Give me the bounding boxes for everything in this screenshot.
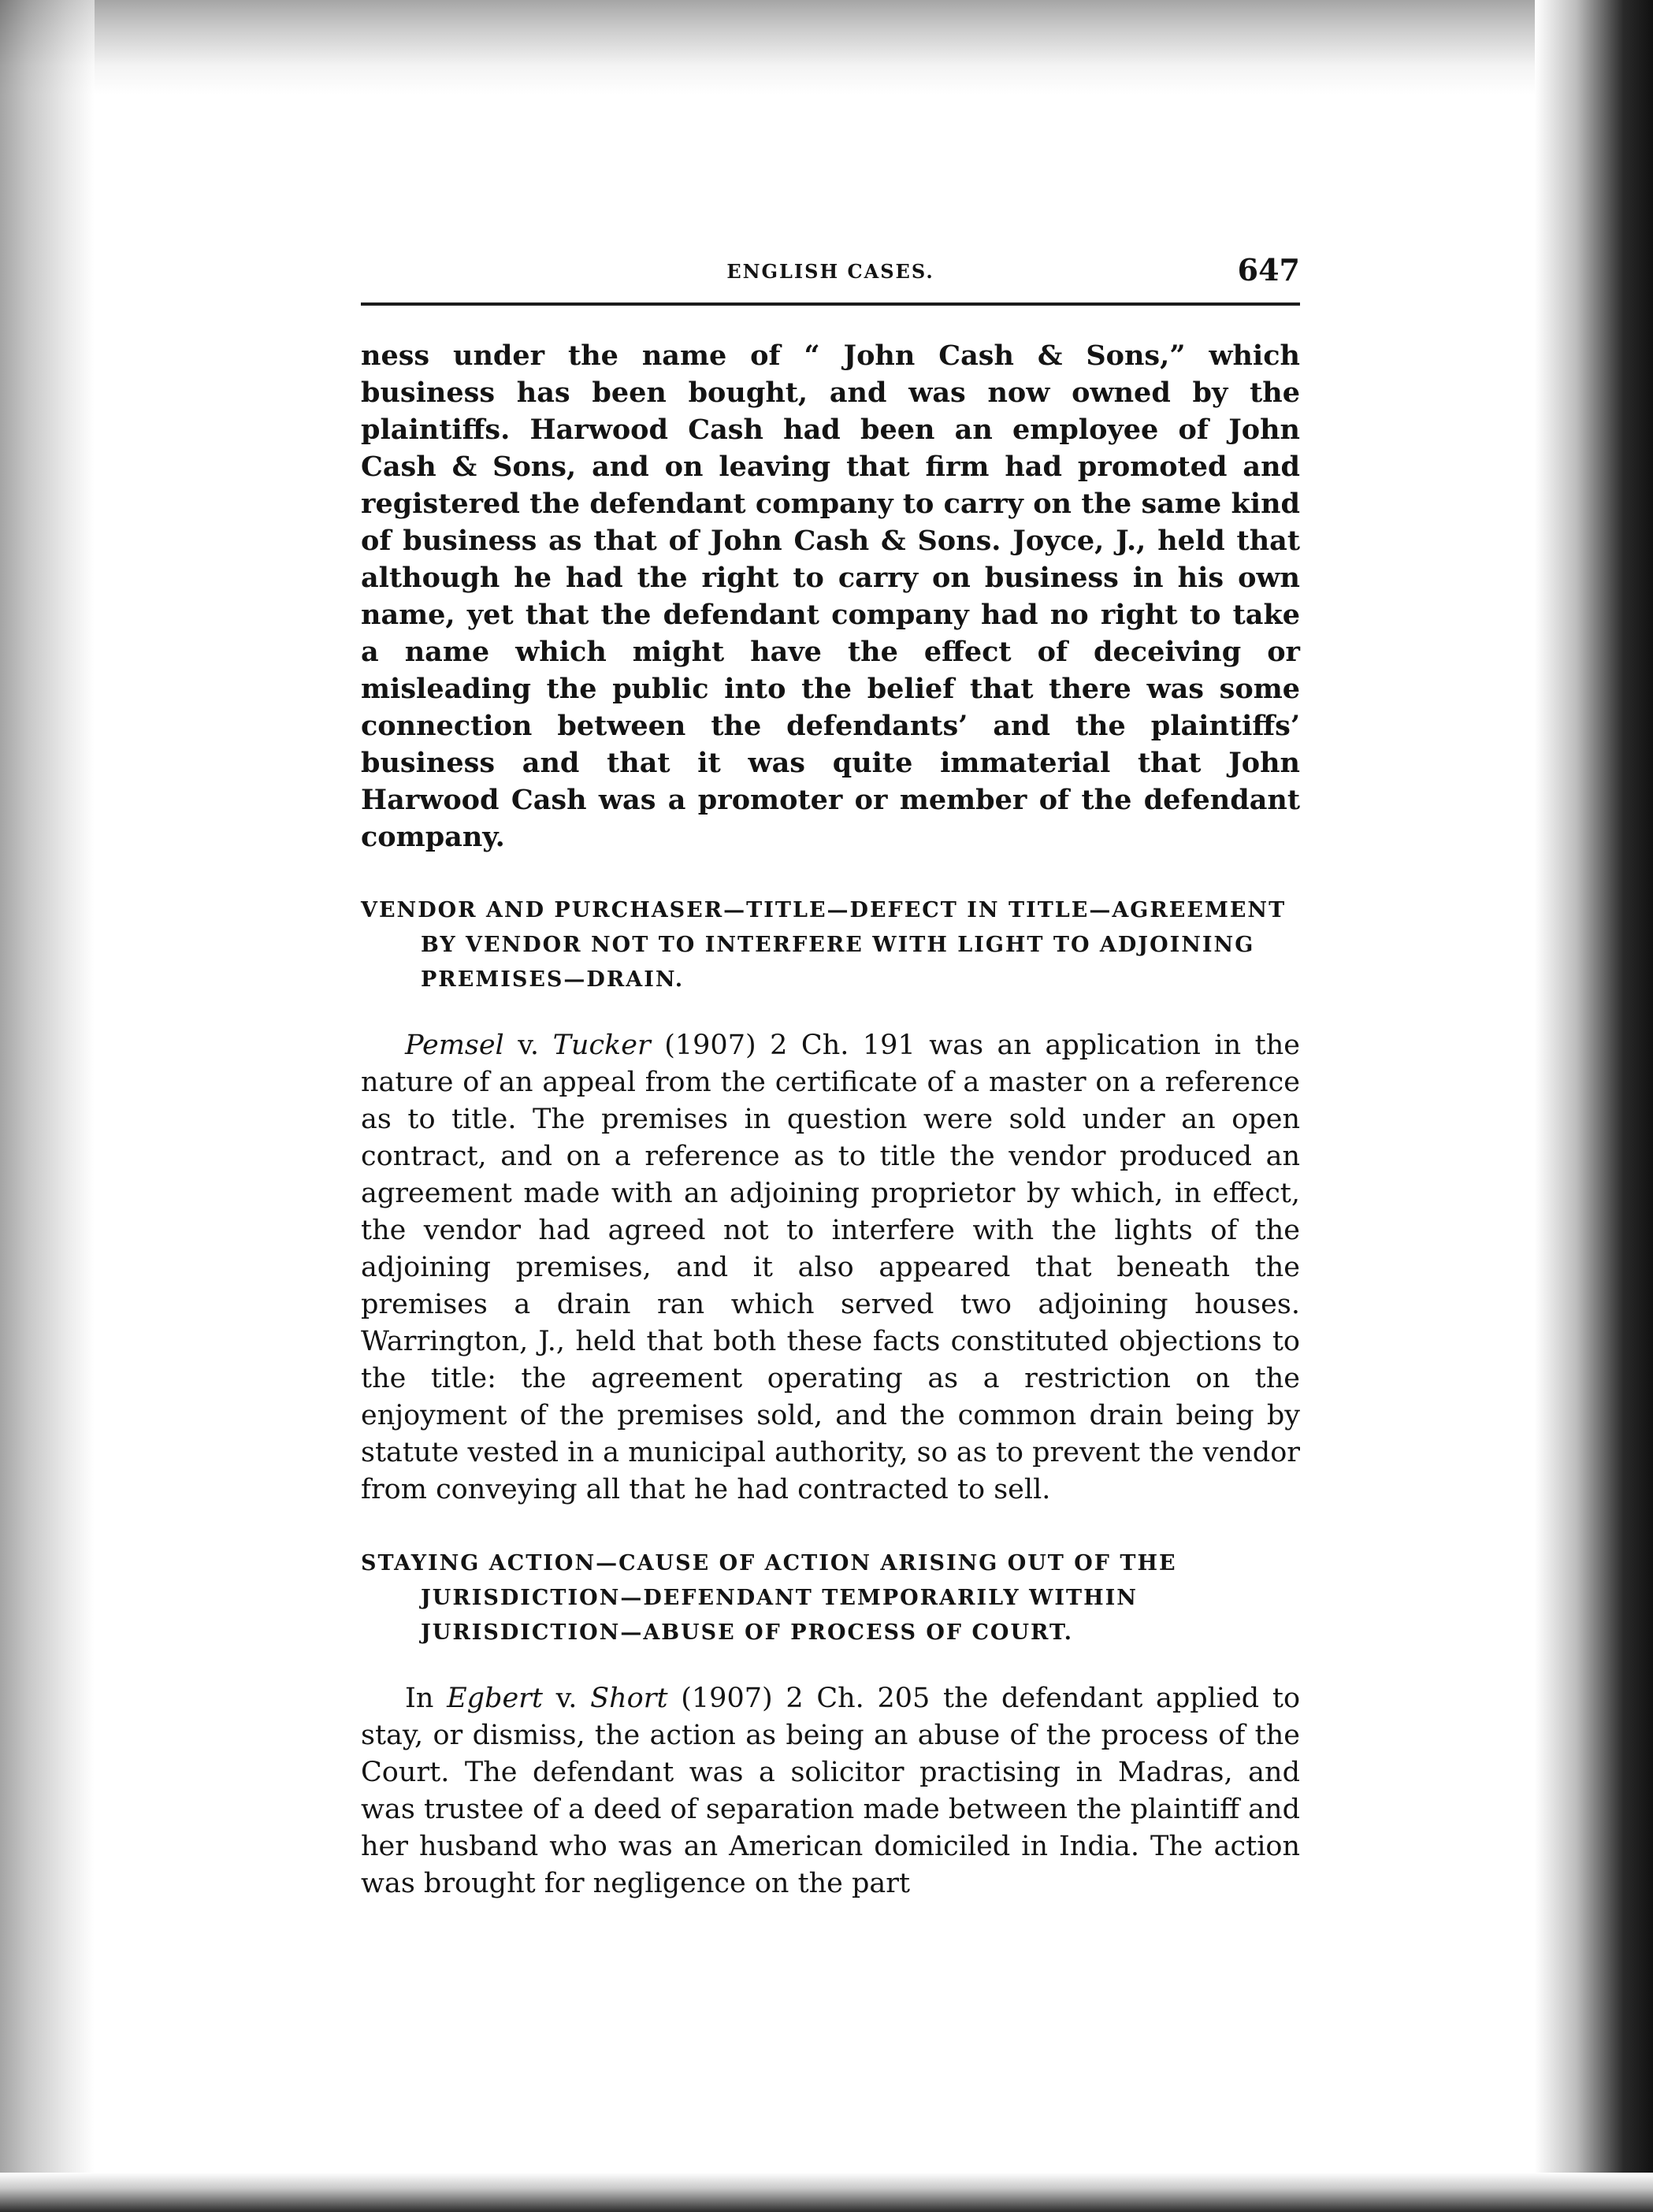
section-heading-vendor-purchaser: VENDOR AND PURCHASER—TITLE—DEFECT IN TITLE—AGREEMENT BY VENDOR NOT TO INTERFERE WITH LIGHT TO ADJOINING PREMISES—DRAIN. [361, 898, 1287, 992]
case-lead: In [405, 1683, 448, 1714]
case-body-pemsel-tucker: (1907) 2 Ch. 191 was an application in the nature of an appeal from the certificate of a master on a reference as to title. The premises in question were sold under an open contract, and on a reference as to title the vendor produced an agreement made with an adjoining proprietor by which, in effect, the vendor had agreed not to interfere with the lights of the adjoining premises, and it also appeared that beneath the premises a drain ran which served two adjoining houses. Warrington, J., held that both these facts constituted objections to the title: the agreement operating as a restriction on the enjoyment of the premises sold, and the common drain being by statute vested in a municipal authority, so as to prevent the vendor from conveying all that he had contracted to sell. [361, 1030, 1301, 1505]
case-versus: v. [503, 1030, 553, 1061]
running-head: ENGLISH CASES. [726, 260, 934, 283]
case-party-pemsel: Pemsel [405, 1030, 504, 1061]
case-party-short: Short [590, 1683, 668, 1714]
scan-shadow-top [0, 0, 1653, 95]
case-body-egbert-short: (1907) 2 Ch. 205 the defendant applied to stay, or dismiss, the action as being an abuse of the process of the Court. The defendant was a solicitor practising in Madras, and was trustee of a deed of separation made between the plaintiff and her husband who was an American domiciled in India. The action was brought for negligence on the part [361, 1683, 1301, 1899]
scan-shadow-left [0, 0, 95, 2212]
case-party-egbert: Egbert [447, 1683, 543, 1714]
page-number: 647 [1237, 252, 1300, 288]
section-heading-staying-action: STAYING ACTION—CAUSE OF ACTION ARISING OUT OF THE JURISDICTION—DEFENDANT TEMPORARILY WITHIN JURISDICTION—ABUSE OF PROCESS OF COURT. [361, 1551, 1177, 1645]
case-paragraph-pemsel-tucker [361, 1027, 1300, 1509]
book-page [361, 252, 1300, 1902]
case-versus: v. [542, 1683, 591, 1714]
page-header [361, 252, 1300, 291]
continued-paragraph: ness under the name of “ John Cash & Sons,” which business has been bought, and was now owned by the plaintiffs. Harwood Cash had been an employee of John Cash & Sons, and on leaving that firm had promoted and registered the defendant company to carry on the same kind of business as that of John Cash & Sons. Joyce, J., held that although he had the right to carry on business in his own name, yet that the defendant company had no right to take a name which might have the effect of deceiving or misleading the public into the belief that there was some connection between the defendants’ and the plaintiffs’ business and that it was quite immaterial that John Harwood Cash was a promoter or member of the defendant company. [361, 340, 1300, 853]
scan-shadow-bottom [0, 2173, 1653, 2212]
header-rule [361, 302, 1300, 306]
case-paragraph-egbert-short [361, 1680, 1300, 1902]
scan-shadow-right [1535, 0, 1653, 2212]
case-party-tucker: Tucker [552, 1030, 651, 1061]
